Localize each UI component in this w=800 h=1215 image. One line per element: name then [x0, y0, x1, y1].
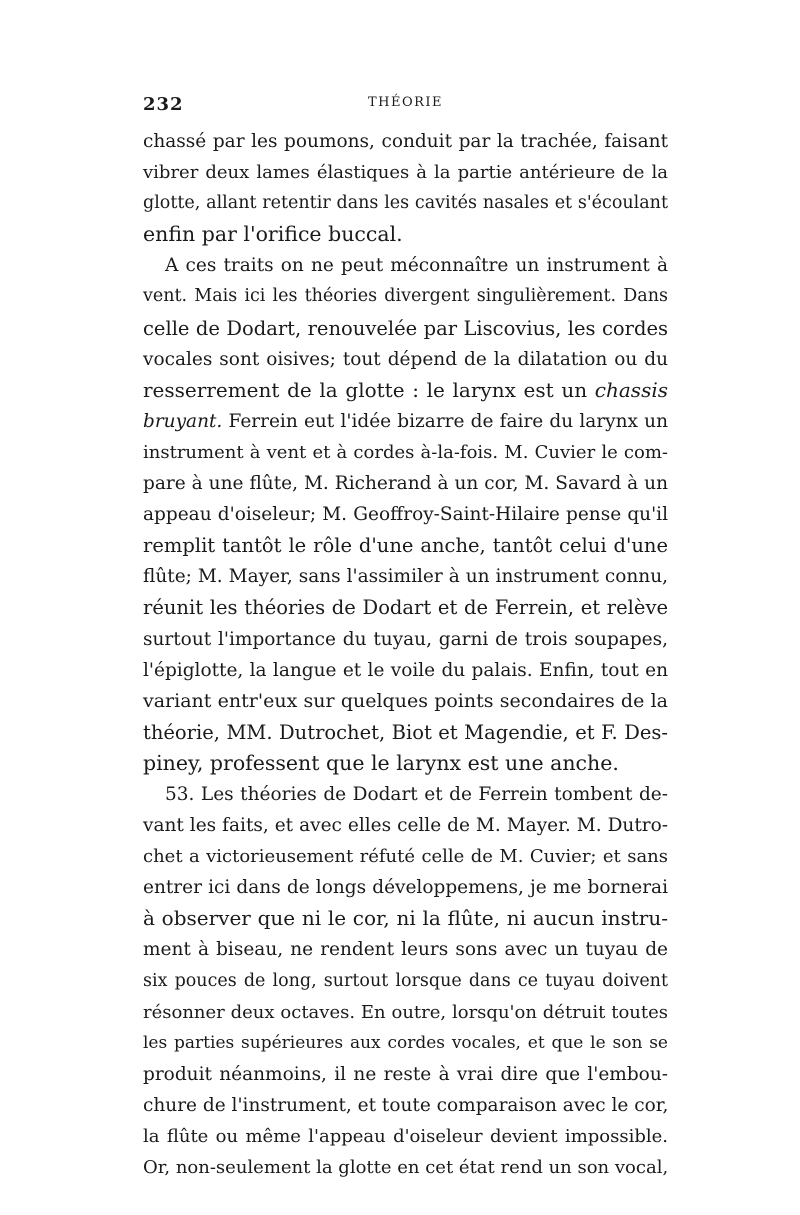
- paragraph-start-line: 53. Les théories de Dodart et de Ferrein tombent de-: [165, 783, 668, 805]
- italic-term: chassis: [594, 377, 668, 402]
- text-line: flûte; M. Mayer, sans l'assimiler à un instrument connu,: [143, 566, 668, 588]
- text-line: remplit tantôt le rôle d'une anche, tantôt celui d'une: [143, 534, 668, 558]
- text-line: vant les faits, et avec elles celle de M. Mayer. M. Dutro-: [143, 815, 668, 837]
- body-text: [143, 126, 668, 1183]
- text-line: surtout l'importance du tuyau, garni de trois soupapes,: [143, 628, 668, 650]
- text-line: Or, non-seulement la glotte en cet état rend un son vocal,: [143, 1157, 669, 1179]
- text-line: résonner deux octaves. En outre, lorsqu'on détruit toutes: [143, 1001, 668, 1023]
- text-line: pare à une flûte, M. Richerand à un cor, M. Savard à un: [143, 473, 668, 495]
- text-line: six pouces de long, surtout lorsque dans ce tuyau doivent: [143, 970, 668, 991]
- text-line: réunit les théories de Dodart et de Ferrein, et relève: [143, 596, 668, 620]
- text-line: vibrer deux lames élastiques à la partie antérieure de la: [143, 162, 668, 184]
- text-line: appeau d'oiseleur; M. Geoffroy-Saint-Hilaire pense qu'il: [143, 504, 668, 526]
- text-line: celle de Dodart, renouvelée par Liscovius, les cordes: [143, 316, 668, 340]
- paragraph-start-line: A ces traits on ne peut méconnaître un instrument à: [165, 255, 668, 277]
- text-line: chure de l'instrument, et toute comparaison avec le cor,: [143, 1094, 669, 1116]
- text-line: chet a victorieusement réfuté celle de M. Cuvier; et sans: [143, 846, 668, 868]
- text-line: glotte, allant retentir dans les cavités nasales et s'écoulant: [143, 193, 668, 214]
- text-line: entrer ici dans de longs développemens, je me bornerai: [143, 877, 668, 899]
- text-line: enfin par l'orifice buccal.: [143, 222, 403, 247]
- text-line: à observer que ni le cor, ni la flûte, ni aucun instru-: [143, 906, 668, 931]
- text-line: vocales sont oisives; tout dépend de la dilatation ou du: [143, 348, 668, 370]
- text-line: les parties supérieures aux cordes vocales, et que le son se: [143, 1032, 668, 1053]
- text-segment: resserrement de la glotte : le larynx est un: [143, 377, 595, 402]
- text-line: produit néanmoins, il ne reste à vrai dire que l'embou-: [143, 1063, 668, 1085]
- running-head: THÉORIE: [367, 95, 444, 110]
- text-line: la flûte ou même l'appeau d'oiseleur devient impossible.: [143, 1126, 668, 1147]
- page-number: 232: [143, 94, 184, 115]
- text-segment: Ferrein eut l'idée bizarre de faire du larynx un: [222, 410, 668, 432]
- text-line: variant entr'eux sur quelques points secondaires de la: [143, 689, 668, 712]
- text-line: théorie, MM. Dutrochet, Biot et Magendie, et F. Des-: [143, 720, 668, 744]
- text-line: [143, 406, 668, 437]
- text-line: ment à biseau, ne rendent leurs sons avec un tuyau de: [143, 939, 668, 961]
- text-line: piney, professent que le larynx est une anche.: [143, 750, 619, 775]
- page-header: [143, 94, 668, 118]
- text-line: l'épiglotte, la langue et le voile du palais. Enfin, tout en: [143, 659, 668, 681]
- text-line: chassé par les poumons, conduit par la trachée, faisant: [143, 131, 668, 152]
- text-line: instrument à vent et à cordes à-la-fois. M. Cuvier le com-: [143, 441, 668, 463]
- italic-term: bruyant.: [143, 410, 223, 432]
- text-line: [143, 375, 668, 406]
- text-line: vent. Mais ici les théories divergent singulièrement. Dans: [143, 286, 668, 307]
